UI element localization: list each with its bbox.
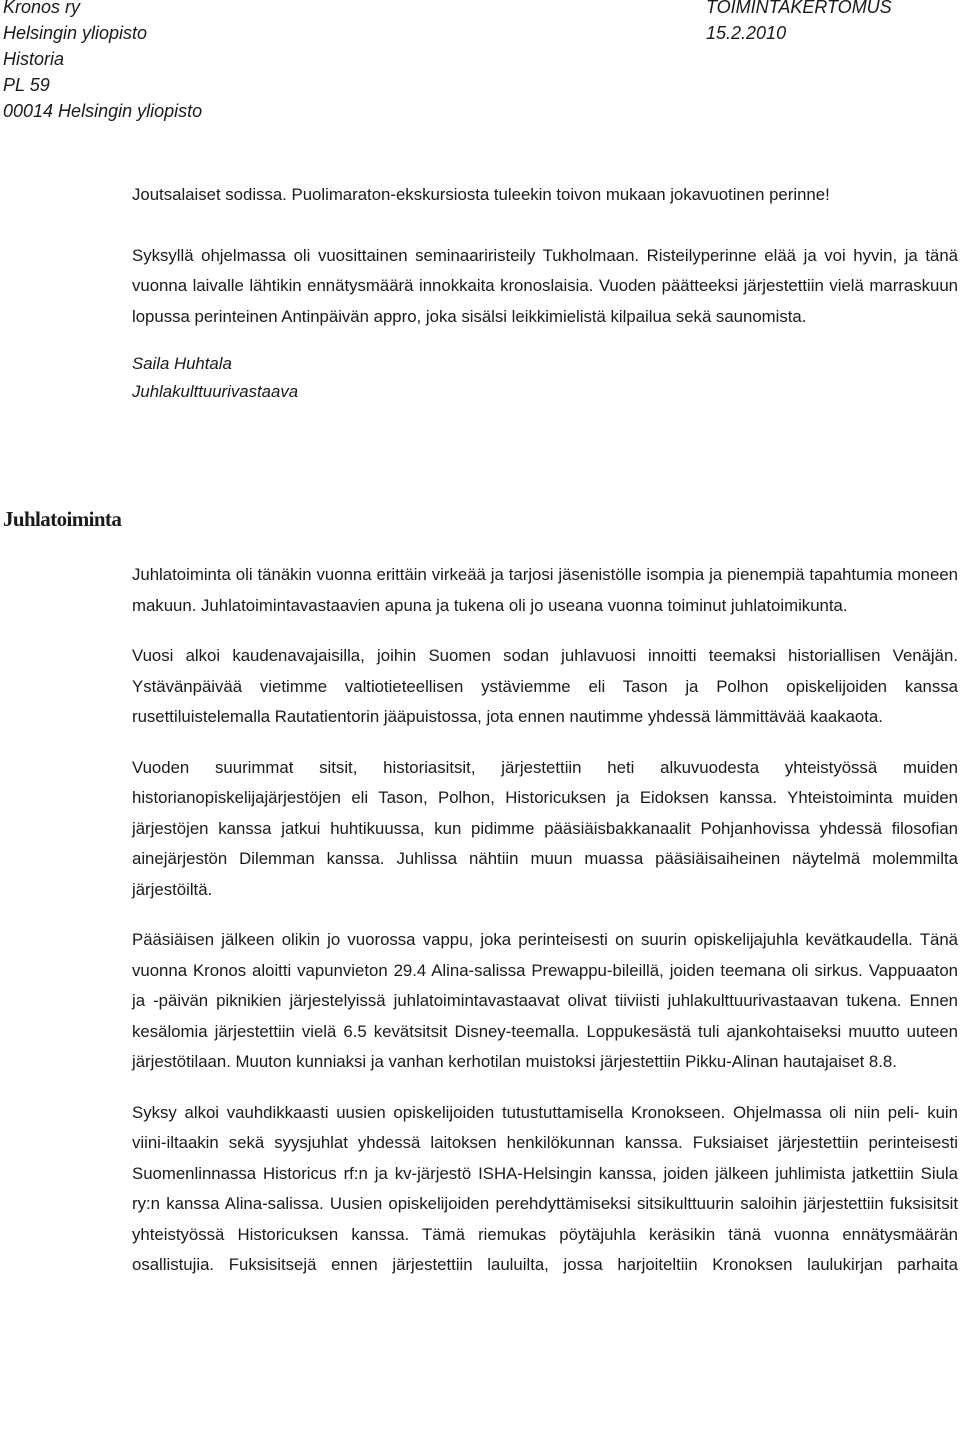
previous-section: [132, 180, 958, 406]
signature-role: Juhlakulttuurivastaava: [132, 382, 299, 401]
university-name: Helsingin yliopisto: [3, 23, 148, 43]
document-title: TOIMINTAKERTOMUS: [706, 0, 892, 17]
document-date: 15.2.2010: [706, 23, 787, 43]
paragraph: Vuoden suurimmat sitsit, historiasitsit, järjestettiin heti alkuvuodesta yhteistyössä muiden historianopiskelijajärjestöjen eli Tason, Polhon, Historicuksen ja Eidoksen kanssa. Yhteistoiminta muiden järjestöjen kanssa jatkui huhtikuussa, kun pidimme pääsiäisbakkanaalit Pohjanhovissa yhdessä filosofian ainejärjestön Dilemman kanssa. Juhlissa nähtiin muun muassa pääsiäisaiheinen näytelmä molemmilta järjestöiltä.: [132, 757, 958, 899]
paragraph: Syksy alkoi vauhdikkaasti uusien opiskelijoiden tutustuttamisella Kronokseen. Ohjelmassa oli niin peli- kuin viini-iltaakin sekä syysjuhlat yhdessä laitoksen henkilökunnan kanssa. Fuksiaiset järjestettiin perinteisesti Suomenlinnassa Historicus rf:n ja kv-järjestö ISHA-Helsingin kanssa, joiden jälkeen juhlimista jatkettiin Siula ry:n kanssa Alina-salissa. Uusien opiskelijoiden perehdyttämiseksi sitsikulttuurin saloihin järjestettiin fuksisitsit yhteistyössä Historicuksen kanssa. Tämä riemukas pöytäjuhla keräsikin tänä vuonna ennätysmäärän osallistujia. Fuksisitsejä ennen järjestettiin lauluilta, jossa harjoiteltiin Kronoksen laulukirjan parhaita: [132, 1102, 958, 1274]
po-box: PL 59: [3, 75, 50, 95]
department-name: Historia: [3, 49, 65, 69]
signature-name: Saila Huhtala: [132, 354, 232, 373]
postal-address: 00014 Helsingin yliopisto: [3, 101, 203, 121]
signature-block: [132, 350, 958, 406]
org-name: Kronos ry: [3, 0, 81, 17]
section-heading: Juhlatoiminta: [3, 507, 122, 531]
paragraph: Vuosi alkoi kaudenavajaisilla, joihin Suomen sodan juhlavuosi innoitti teemaksi historiallisen Venäjän. Ystävänpäivää vietimme valtiotieteellisen ystäviemme eli Tason ja Polhon opiskelijoiden kanssa rusettiluistelemalla Rautatientorin jääpuistossa, jota ennen nautimme yhdessä lämmittävää kaakaota.: [132, 646, 958, 726]
paragraph: Joutsalaiset sodissa. Puolimaraton-ekskursiosta tuleekin toivon mukaan jokavuotinen perinne!: [132, 185, 830, 204]
paragraph: Juhlatoiminta oli tänäkin vuonna erittäin virkeää ja tarjosi jäsenistölle isompia ja pienempiä tapahtumia moneen makuun. Juhlatoimintavastaavien apuna ja tukena oli jo useana vuonna toiminut juhlatoimikunta.: [132, 565, 958, 615]
paragraph: Pääsiäisen jälkeen olikin jo vuorossa vappu, joka perinteisesti on suurin opiskelijajuhla kevätkaudella. Tänä vuonna Kronos aloitti vapunvieton 29.4 Alina-salissa Prewappu-bileillä, joiden teemana oli sirkus. Vappuaaton ja -päivän piknikien järjestelyissä juhlatoimintavastaavat olivat tiiviisti juhlakulttuurivastaavan tukena. Ennen kesälomia järjestettiin vielä 6.5 kevätsitsit Disney-teemalla. Loppukesästä tuli ajankohtaiseksi muutto uuteen järjestötilaan. Muuton kunniaksi ja vanhan kerhotilan muistoksi järjestettiin Pikku-Alinan hautajaiset 8.8.: [132, 930, 958, 1071]
paragraph: Syksyllä ohjelmassa oli vuosittainen seminaariristeily Tukholmaan. Risteilyperinne elää ja voi hyvin, ja tänä vuonna laivalle lähtikin ennätysmäärä innokkaita kronoslaisia. Vuoden päätteeksi järjestettiin vielä marraskuun lopussa perinteinen Antinpäivän appro, joka sisälsi leikkimielistä kilpailua sekä saunomista.: [132, 245, 958, 326]
section-body: [132, 560, 958, 1281]
